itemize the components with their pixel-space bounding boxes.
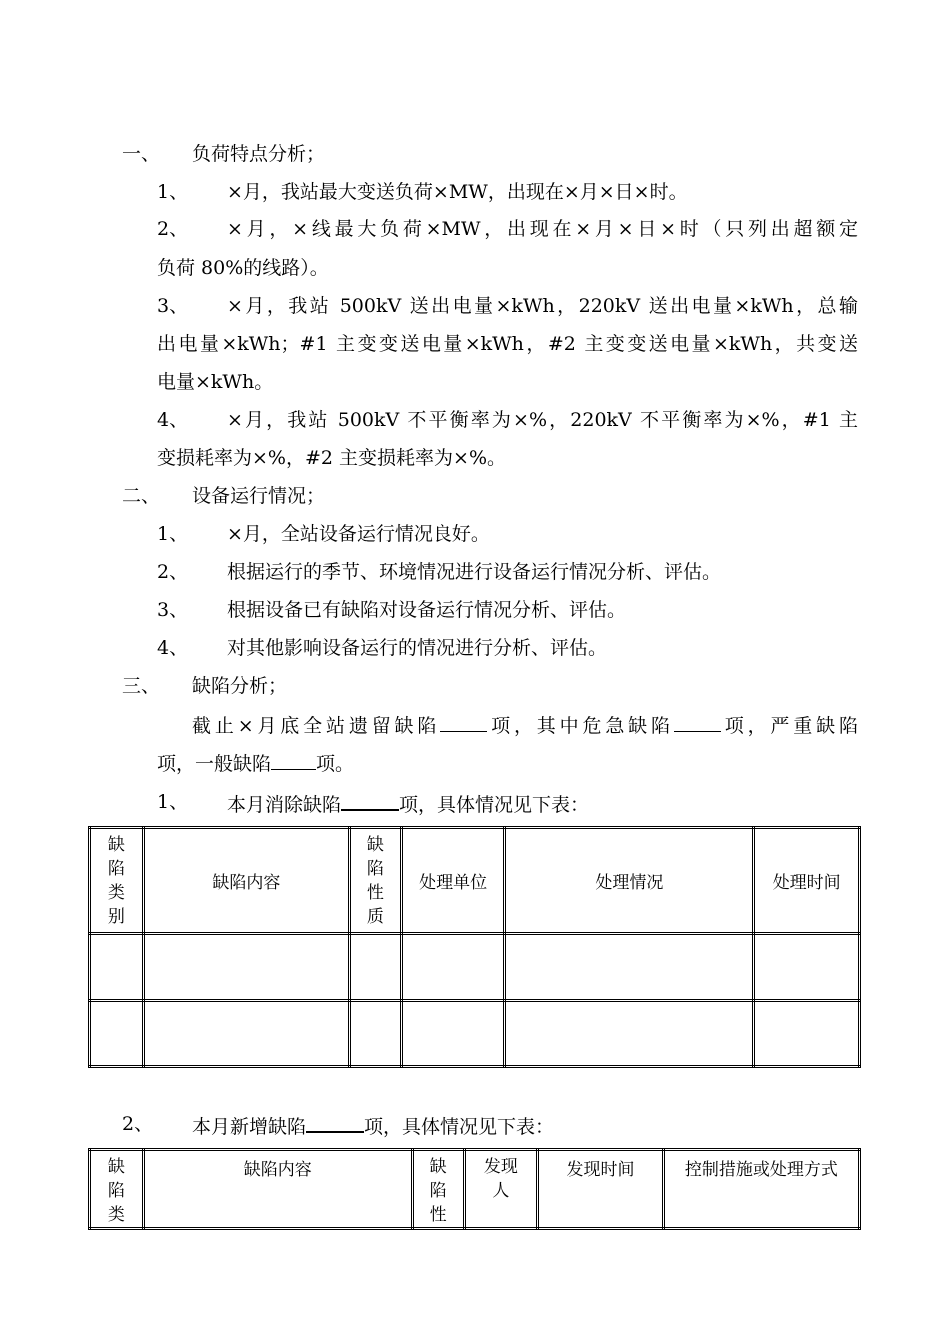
s2-item2-text: 根据运行的季节、环境情况进行设备运行情况分析、评估。 <box>227 561 722 583</box>
table-cell[interactable] <box>349 934 401 1000</box>
eliminated-defects-table <box>88 826 861 1068</box>
s3-sub1-num: 1、 <box>157 791 189 813</box>
s3-para-p3: 项，严重缺陷 <box>720 715 858 737</box>
col-control-measures: 控制措施或处理方式 <box>663 1150 859 1229</box>
table-row <box>90 1000 860 1066</box>
section3-heading: 缺陷分析； <box>192 675 288 697</box>
s3-paragraph-line2 <box>157 751 354 775</box>
table-cell[interactable] <box>754 1000 860 1066</box>
s1-item3-line1: ×月，我站 500kV 送出电量×kWh，220kV 送出电量×kWh，总输 <box>227 295 858 317</box>
s3-paragraph-line1 <box>192 713 858 737</box>
s2-item2-num: 2、 <box>157 561 189 583</box>
s3-sub2-text <box>192 1113 554 1138</box>
s1-item2-line1: ×月，×线最大负荷×MW，出现在×月×日×时（只列出超额定 <box>227 218 858 240</box>
blank-eliminated-count[interactable] <box>341 791 399 811</box>
table-cell[interactable] <box>505 934 754 1000</box>
blank-general-count[interactable] <box>271 751 316 770</box>
col-handling-status: 处理情况 <box>505 828 754 934</box>
col-defect-nature: 缺 陷 性 <box>412 1150 464 1229</box>
section3-heading-num: 三、 <box>122 675 161 697</box>
s1-item4-line2: 变损耗率为×%，#2 主变损耗率为×%。 <box>157 447 506 469</box>
col-defect-category: 缺 陷 类 别 <box>90 828 144 934</box>
s2-item1-text: ×月，全站设备运行情况良好。 <box>227 523 490 545</box>
blank-critical-count[interactable] <box>674 713 721 732</box>
col-handling-unit: 处理单位 <box>401 828 505 934</box>
s1-item3-line2: 出电量×kWh；#1 主变变送电量×kWh，#2 主变变送电量×kWh，共变送 <box>157 333 858 355</box>
table-cell[interactable] <box>143 1000 349 1066</box>
s3-sub2-post: 项，具体情况见下表： <box>364 1116 555 1138</box>
s1-item4-line1: ×月，我站 500kV 不平衡率为×%，220kV 不平衡率为×%，#1 主 <box>227 409 858 431</box>
table-row <box>90 934 860 1000</box>
s3-sub1-text <box>227 791 589 816</box>
s2-item1-num: 1、 <box>157 523 189 545</box>
blank-remaining-count[interactable] <box>440 713 487 732</box>
s3-para-p2: 项，其中危急缺陷 <box>487 715 674 737</box>
s1-item3-line3: 电量×kWh。 <box>157 371 274 393</box>
s1-item2-line2: 负荷 80%的线路）。 <box>157 257 329 279</box>
blank-new-count[interactable] <box>306 1113 364 1133</box>
col-defect-content: 缺陷内容 <box>143 828 349 934</box>
table-cell[interactable] <box>90 934 144 1000</box>
s1-item4-num: 4、 <box>157 409 189 431</box>
section2-heading-num: 二、 <box>122 485 161 507</box>
s3-sub2-num: 2、 <box>122 1113 154 1135</box>
s3-para-p4: 项，一般缺陷 <box>157 753 272 775</box>
table-cell[interactable] <box>754 934 860 1000</box>
table-cell[interactable] <box>349 1000 401 1066</box>
s3-para-p1: 截止×月底全站遗留缺陷 <box>192 715 441 737</box>
s3-para-p5: 项。 <box>316 753 355 775</box>
s3-sub2-pre: 本月新增缺陷 <box>192 1116 307 1138</box>
table-header-row <box>90 828 860 934</box>
s2-item4-num: 4、 <box>157 637 189 659</box>
table-cell[interactable] <box>401 934 505 1000</box>
section1-heading-num: 一、 <box>122 143 161 165</box>
section1-heading: 负荷特点分析； <box>192 143 326 165</box>
col-defect-nature: 缺 陷 性 质 <box>349 828 401 934</box>
s1-item3-num: 3、 <box>157 295 189 317</box>
col-defect-content: 缺陷内容 <box>143 1150 412 1229</box>
s2-item3-num: 3、 <box>157 599 189 621</box>
s2-item3-text: 根据设备已有缺陷对设备运行情况分析、评估。 <box>227 599 627 621</box>
col-discovery-time: 发现时间 <box>538 1150 664 1229</box>
s1-item1-num: 1、 <box>157 181 189 203</box>
col-defect-category: 缺 陷 类 <box>90 1150 144 1229</box>
table-cell[interactable] <box>143 934 349 1000</box>
new-defects-table <box>88 1148 861 1230</box>
col-discoverer: 发现 人 <box>464 1150 538 1229</box>
table-cell[interactable] <box>401 1000 505 1066</box>
s3-sub1-pre: 本月消除缺陷 <box>227 794 342 816</box>
s1-item2-num: 2、 <box>157 218 189 240</box>
col-handling-time: 处理时间 <box>754 828 860 934</box>
table-cell[interactable] <box>505 1000 754 1066</box>
s1-item1-line1: ×月，我站最大变送负荷×MW，出现在×月×日×时。 <box>227 181 688 203</box>
table-cell[interactable] <box>90 1000 144 1066</box>
table-header-row <box>90 1150 860 1229</box>
s2-item4-text: 对其他影响设备运行的情况进行分析、评估。 <box>227 637 608 659</box>
section2-heading: 设备运行情况； <box>192 485 326 507</box>
s3-sub1-post: 项，具体情况见下表： <box>399 794 590 816</box>
